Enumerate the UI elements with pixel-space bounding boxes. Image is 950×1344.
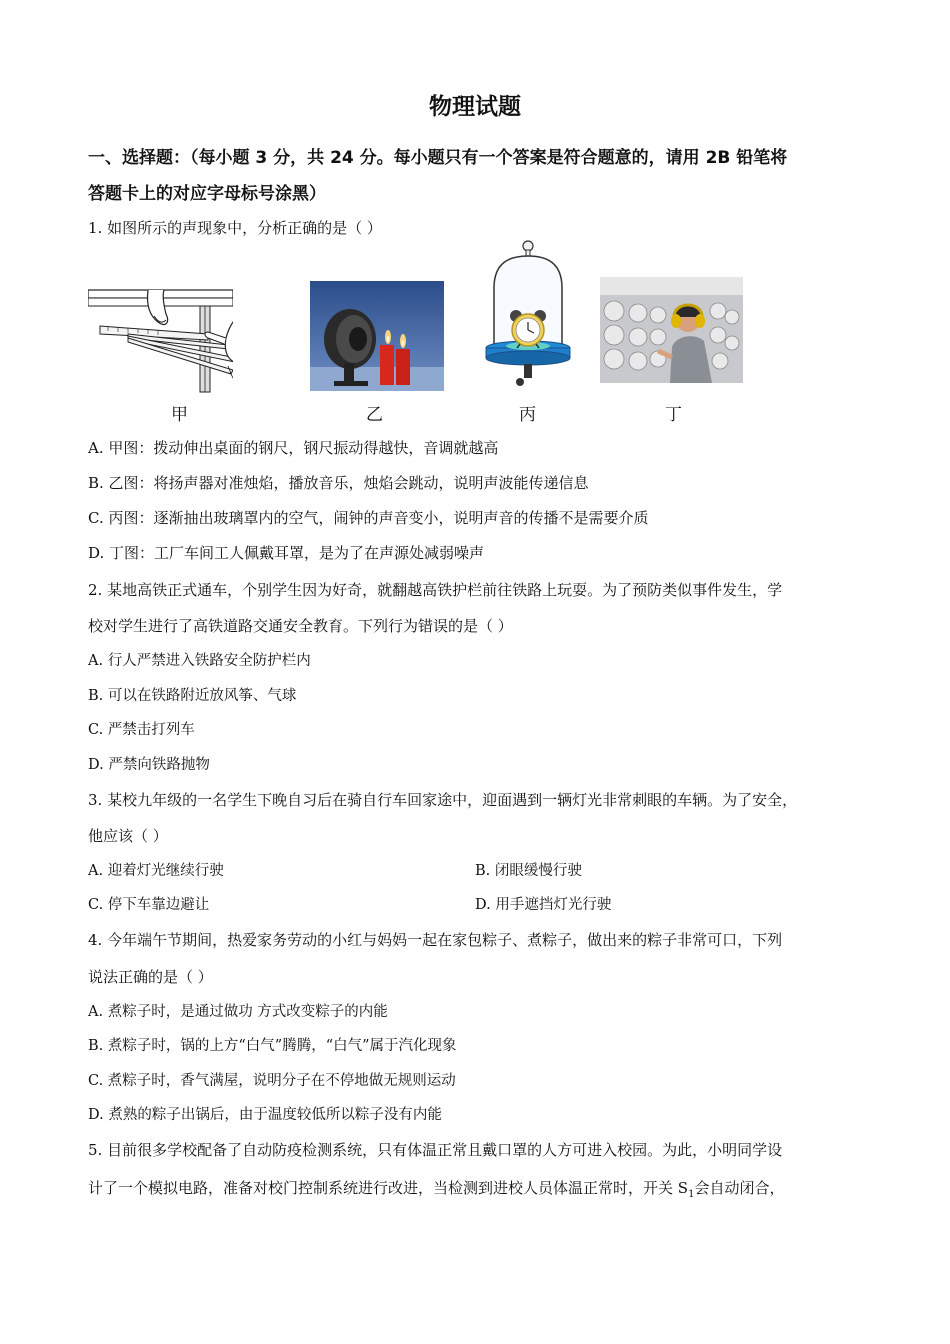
q2-stem-line-2: 校对学生进行了高铁道路交通安全教育。下列行为错误的是（ ）: [88, 617, 513, 635]
q4-stem-line-2: 说法正确的是（ ）: [88, 968, 213, 986]
q2-stem-line-1: 2. 某地高铁正式通车，个别学生因为好奇，就翻越高铁护栏前往铁路上玩耍。为了预防类似事件发生，学: [88, 581, 783, 599]
q5-stem-line-1: 5. 目前很多学校配备了自动防疫检测系统，只有体温正常且戴口罩的人方可进入校园。为此，小明同学设: [88, 1141, 783, 1159]
q2-option-a: A. 行人严禁进入铁路安全防护栏内: [88, 653, 311, 669]
q4-option-d: D. 煮熟的粽子出锅后，由于温度较低所以粽子没有内能: [88, 1107, 442, 1123]
q4-option-c: C. 煮粽子时，香气满屋，说明分子在不停地做无规则运动: [88, 1073, 456, 1089]
figure-caption-jia: 甲: [171, 405, 188, 425]
q3-option-c: C. 停下车靠边避让: [88, 897, 210, 913]
figure-caption-yi: 乙: [366, 405, 383, 425]
q2-option-b: B. 可以在铁路附近放风筝、气球: [88, 688, 297, 704]
q5-stem-line-2-part-b: 会自动闭合，: [694, 1179, 785, 1197]
q5-stem-line-2: [88, 1178, 878, 1205]
q2-option-c: C. 严禁击打列车: [88, 722, 195, 738]
q1-option-d: D. 丁图：工厂车间工人佩戴耳罩，是为了在声源处减弱噪声: [88, 544, 485, 562]
q2-option-d: D. 严禁向铁路抛物: [88, 757, 210, 773]
q1-option-a: A. 甲图：拨动伸出桌面的钢尺，钢尺振动得越快，音调就越高: [88, 439, 499, 457]
figure-caption-ding: 丁: [665, 405, 682, 425]
q3-option-b: B. 闭眼缓慢行驶: [475, 863, 582, 879]
section-heading-line-2: 答题卡上的对应字母标号涂黑）: [88, 184, 326, 204]
q3-option-a: A. 迎着灯光继续行驶: [88, 863, 224, 879]
q1-stem: 1. 如图所示的声现象中，分析正确的是（ ）: [88, 219, 382, 237]
speaker-candles-figure: [310, 281, 444, 391]
section-heading-line-1: 一、选择题：（每小题 3 分，共 24 分。每小题只有一个答案是符合题意的，请用 2B 铅笔将: [88, 148, 788, 168]
q5-stem-line-2-part-a: 计了一个模拟电路，准备对校门控制系统进行改进，当检测到进校人员体温正常时，开关 S: [88, 1179, 689, 1197]
page-title: 物理试题: [429, 94, 521, 120]
ruler-on-desk-figure: [88, 276, 233, 394]
bell-jar-clock-figure: [484, 238, 574, 390]
q3-stem-line-1: 3. 某校九年级的一名学生下晚自习后在骑自行车回家途中，迎面遇到一辆灯光非常刺眼的车辆。为了安全，: [88, 791, 798, 809]
q4-option-a: A. 煮粽子时，是通过做功 方式改变粽子的内能: [88, 1004, 388, 1020]
q3-stem-line-2: 他应该（ ）: [88, 827, 168, 845]
factory-worker-earmuffs-figure: [600, 277, 743, 383]
q1-option-b: B. 乙图：将扬声器对准烛焰，播放音乐，烛焰会跳动，说明声波能传递信息: [88, 474, 589, 492]
figure-caption-bing: 丙: [519, 405, 536, 425]
q4-stem-line-1: 4. 今年端午节期间，热爱家务劳动的小红与妈妈一起在家包粽子、煮粽子，做出来的粽子非常可口，下列: [88, 931, 783, 949]
q4-option-b: B. 煮粽子时，锅的上方“白气”腾腾，“白气”属于汽化现象: [88, 1038, 457, 1054]
q3-option-d: D. 用手遮挡灯光行驶: [475, 897, 612, 913]
switch-subscript: 1: [688, 1189, 695, 1200]
q1-option-c: C. 丙图：逐渐抽出玻璃罩内的空气，闹钟的声音变小，说明声音的传播不是需要介质: [88, 509, 649, 527]
